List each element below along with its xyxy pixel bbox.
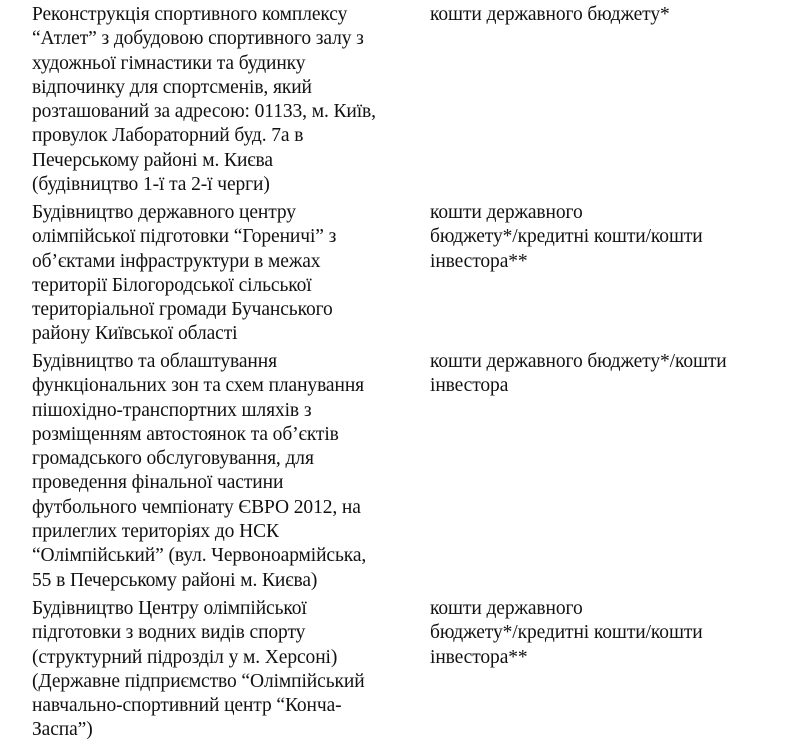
project-line: територіальної громади Бучанського — [32, 299, 333, 321]
project-line: Реконструкція спортивного комплексу — [32, 4, 348, 25]
project-line: Будівництво Центру олімпійської — [32, 598, 307, 619]
project-line: громадського обслуговування, для — [32, 448, 314, 470]
project-description — [32, 597, 412, 743]
project-line: олімпійської підготовки “Гореничі” з — [32, 226, 337, 248]
project-line: прилеглих територіях до НСК — [32, 521, 279, 543]
funding-source — [430, 3, 790, 27]
project-line: Будівництво державного центру — [32, 202, 296, 223]
project-line: розташований за адресою: 01133, м. Київ, — [32, 101, 376, 123]
funding-line: бюджету*/кредитні кошти/кошти — [430, 622, 703, 644]
project-line: відпочинку для спортсменів, який — [32, 76, 312, 98]
project-line: (будівництво 1-ї та 2-ї черги) — [32, 174, 270, 196]
project-line: пішохідно-транспортних шляхів з — [32, 399, 312, 421]
project-line: “Атлет” з добудовою спортивного залу з — [32, 28, 364, 50]
project-line: Будівництво та облаштування — [32, 351, 277, 372]
project-line: розміщенням автостоянок та об’єктів — [32, 423, 339, 445]
project-line: художньої гімнастики та будинку — [32, 52, 306, 74]
funding-line: інвестора** — [430, 250, 528, 272]
funding-source — [430, 350, 790, 399]
project-line: підготовки з водних видів спорту — [32, 622, 306, 644]
project-line: навчально-спортивний центр “Конча- — [32, 695, 342, 717]
project-line: (Державне підприємство “Олімпійський — [32, 670, 365, 692]
project-description — [32, 350, 412, 593]
project-line: (структурний підрозділ у м. Херсоні) — [32, 646, 338, 668]
project-line: Заспа”) — [32, 719, 93, 741]
funding-line: інвестора — [430, 375, 509, 397]
project-description — [32, 201, 412, 347]
funding-line: інвестора** — [430, 646, 528, 668]
funding-line: бюджету*/кредитні кошти/кошти — [430, 226, 703, 248]
project-line: Печерському районі м. Києва — [32, 149, 273, 171]
project-line: району Київської області — [32, 323, 238, 345]
funding-line: кошти державного — [430, 598, 583, 619]
project-line: об’єктами інфраструктури в межах — [32, 250, 321, 272]
funding-source — [430, 597, 790, 670]
project-line: території Білогородської сільської — [32, 274, 312, 296]
project-line: провулок Лабораторний буд. 7а в — [32, 125, 304, 147]
funding-line: кошти державного бюджету* — [430, 4, 670, 25]
project-line: функціональних зон та схем планування — [32, 375, 365, 397]
funding-line: кошти державного — [430, 202, 583, 223]
project-description — [32, 3, 412, 197]
project-line: проведення фінальної частини — [32, 472, 284, 494]
funding-line: кошти державного бюджету*/кошти — [430, 351, 727, 372]
project-line: футбольного чемпіонату ЄВРО 2012, на — [32, 496, 361, 518]
project-line: “Олімпійський” (вул. Червоноармійська, — [32, 545, 367, 567]
project-line: 55 в Печерському районі м. Києва) — [32, 569, 318, 591]
funding-source — [430, 201, 790, 274]
